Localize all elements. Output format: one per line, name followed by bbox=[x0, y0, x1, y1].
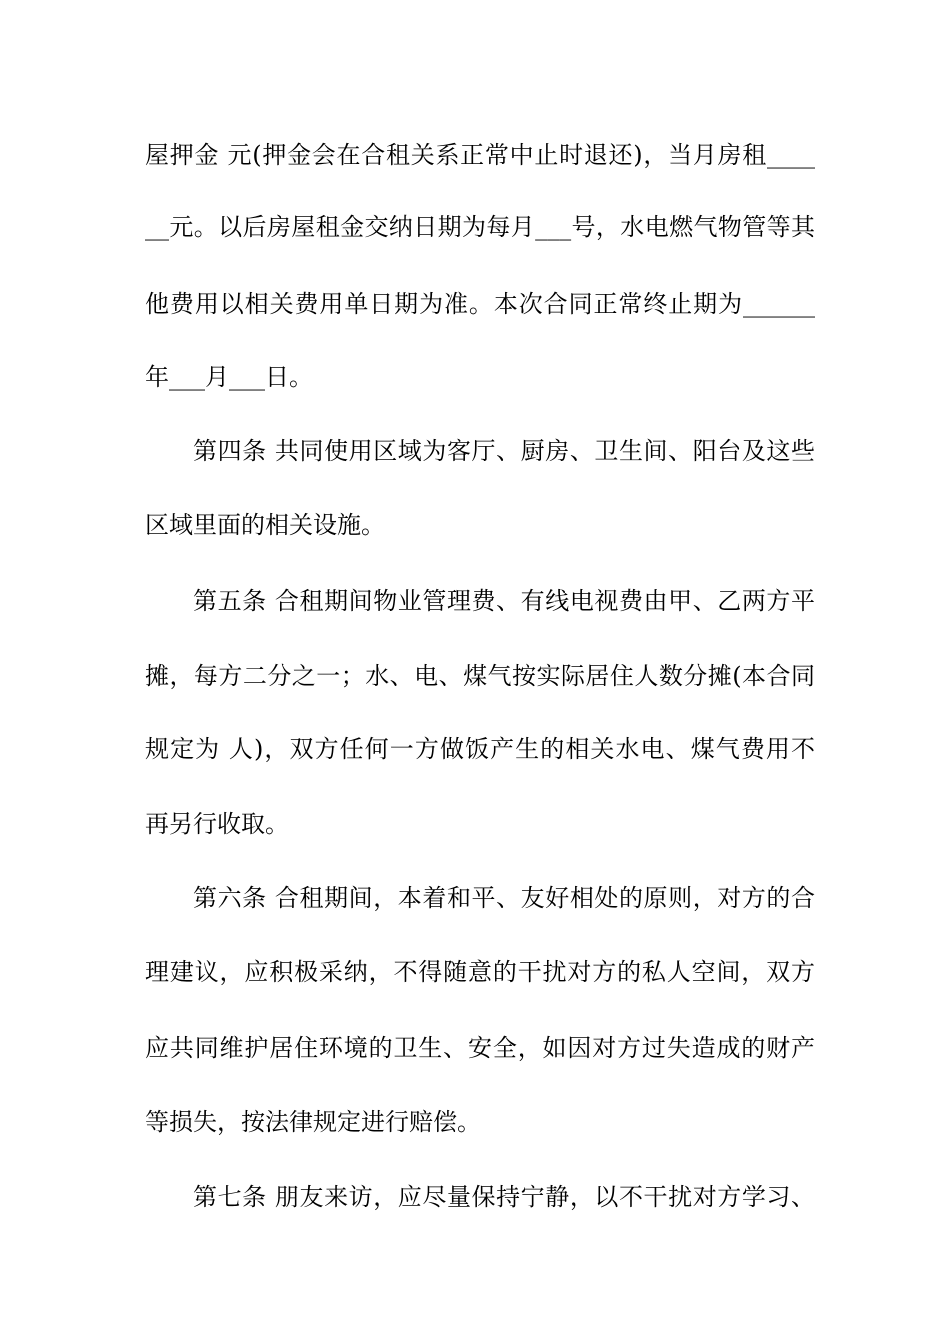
text-line: 再另行收取。 bbox=[145, 810, 289, 838]
paragraph-first-line: 第七条 朋友来访，应尽量保持宁静，以不干扰对方学习、 bbox=[193, 1183, 815, 1211]
text-line: 规定为 人)，双方任何一方做饭产生的相关水电、煤气费用不 bbox=[145, 735, 815, 763]
text-line: 摊，每方二分之一；水、电、煤气按实际居住人数分摊(本合同 bbox=[145, 662, 815, 690]
paragraph-first-line: 第六条 合租期间，本着和平、友好相处的原则，对方的合 bbox=[193, 884, 815, 912]
paragraph-first-line: 第四条 共同使用区域为客厅、厨房、卫生间、阳台及这些 bbox=[193, 437, 815, 465]
text-line: 区域里面的相关设施。 bbox=[145, 511, 385, 539]
text-line: 理建议，应积极采纳，不得随意的干扰对方的私人空间，双方 bbox=[145, 958, 815, 986]
text-line: 屋押金 元(押金会在合租关系正常中止时退还)，当月房租____ bbox=[145, 141, 815, 169]
text-line: 他费用以相关费用单日期为准。本次合同正常终止期为______ bbox=[145, 290, 815, 318]
text-line: __元。以后房屋租金交纳日期为每月___号，水电燃气物管等其 bbox=[145, 213, 815, 241]
text-line: 应共同维护居住环境的卫生、安全，如因对方过失造成的财产 bbox=[145, 1034, 815, 1062]
paragraph-first-line: 第五条 合租期间物业管理费、有线电视费由甲、乙两方平 bbox=[193, 587, 815, 615]
text-line: 年___月___日。 bbox=[145, 363, 313, 391]
text-line: 等损失，按法律规定进行赔偿。 bbox=[145, 1108, 481, 1136]
